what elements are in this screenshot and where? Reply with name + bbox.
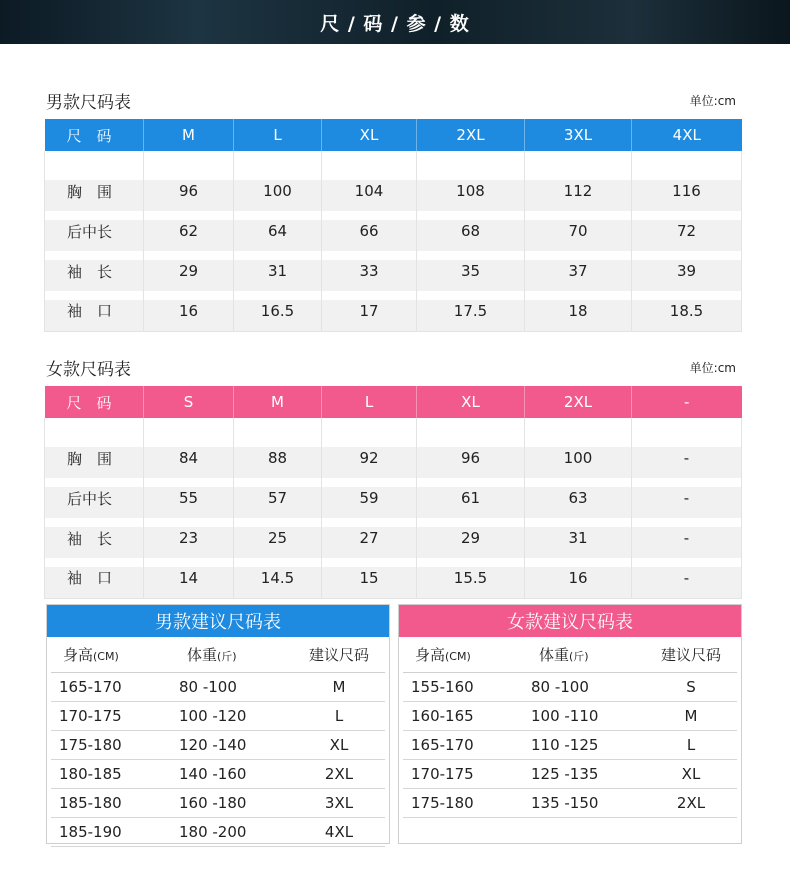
header-cell: 尺 码 [45, 119, 144, 151]
row-label: 袖 口 [45, 291, 144, 331]
height-value: 175-180 [411, 794, 474, 812]
men-rec-title: 男款建议尺码表 [47, 605, 389, 637]
row-label: 袖 口 [45, 558, 144, 598]
table-cell: 88 [234, 438, 322, 478]
size-banner [0, 0, 790, 44]
table-cell: 17.5 [417, 291, 525, 331]
row-label: 袖 长 [45, 251, 144, 291]
header-cell: XL [417, 386, 525, 418]
size-column-header: 建议尺码 [308, 646, 369, 664]
row-label: 后中长 [45, 211, 144, 251]
table-cell: 31 [234, 251, 322, 291]
list-item [51, 818, 385, 847]
table-cell: 29 [144, 251, 234, 291]
table-cell: 16 [525, 558, 632, 598]
weight-value: 100 -110 [531, 707, 599, 725]
table-cell: 15.5 [417, 558, 525, 598]
height-label: 身高 [415, 646, 446, 664]
women-unit-label: 单位:cm [689, 361, 736, 375]
men-size-chart-title: 男款尺码表 [46, 93, 131, 113]
women-rec-column-headers [403, 637, 737, 673]
table-cell: 96 [144, 171, 234, 211]
weight-value: 140 -160 [179, 765, 247, 783]
header-cell: L [322, 386, 417, 418]
height-value: 170-175 [59, 707, 122, 725]
weight-value: 110 -125 [531, 736, 599, 754]
header-cell: M [234, 386, 322, 418]
header-cell: 尺 码 [45, 386, 144, 418]
women-rec-title: 女款建议尺码表 [399, 605, 741, 637]
table-cell: 14 [144, 558, 234, 598]
table-cell: 37 [525, 251, 632, 291]
weight-value: 160 -180 [179, 794, 247, 812]
list-item [51, 789, 385, 818]
table-cell: 27 [322, 518, 417, 558]
table-cell: 112 [525, 171, 632, 211]
weight-value: 135 -150 [531, 794, 599, 812]
table-cell: 108 [417, 171, 525, 211]
height-label: 身高 [63, 646, 94, 664]
weight-value: 125 -135 [531, 765, 599, 783]
table-cell: 70 [525, 211, 632, 251]
height-value: 185-180 [59, 794, 122, 812]
header-cell: 4XL [632, 119, 742, 151]
table-cell: 31 [525, 518, 632, 558]
weight-column-header [173, 644, 293, 665]
men-rec-column-headers [51, 637, 385, 673]
height-value: 175-180 [59, 736, 122, 754]
height-value: 165-170 [411, 736, 474, 754]
table-cell: 35 [417, 251, 525, 291]
table-cell: 61 [417, 478, 525, 518]
header-cell: 2XL [525, 386, 632, 418]
men-size-table [44, 119, 742, 332]
weight-unit: (斤) [217, 650, 237, 663]
height-unit: (CM) [93, 650, 119, 663]
header-cell: - [632, 386, 742, 418]
women-size-header-row [45, 386, 742, 418]
table-cell: 64 [234, 211, 322, 251]
list-item [403, 673, 737, 702]
weight-value: 100 -120 [179, 707, 247, 725]
row-label: 袖 长 [45, 518, 144, 558]
table-cell: 16.5 [234, 291, 322, 331]
header-cell: XL [322, 119, 417, 151]
table-cell: 59 [322, 478, 417, 518]
height-unit: (CM) [445, 650, 471, 663]
table-row [45, 211, 742, 251]
size-value: M [332, 678, 346, 696]
women-size-table [44, 386, 742, 599]
table-cell: 25 [234, 518, 322, 558]
table-row [45, 438, 742, 478]
weight-value: 80 -100 [179, 678, 237, 696]
table-cell: - [632, 438, 742, 478]
banner-title: 尺 / 码 / 参 / 数 [320, 12, 470, 35]
table-cell: 66 [322, 211, 417, 251]
list-item [51, 731, 385, 760]
table-cell: 15 [322, 558, 417, 598]
size-value: 3XL [324, 794, 354, 812]
table-cell: 72 [632, 211, 742, 251]
table-cell: 100 [525, 438, 632, 478]
row-label: 胸 围 [45, 171, 144, 211]
row-label: 后中长 [45, 478, 144, 518]
size-value: XL [329, 736, 349, 754]
list-item [51, 760, 385, 789]
size-value: 2XL [324, 765, 354, 783]
table-cell: 92 [322, 438, 417, 478]
men-unit-label: 单位:cm [689, 94, 736, 108]
weight-label: 体重 [539, 646, 570, 664]
men-recommended-size-table [46, 604, 390, 844]
table-cell: 116 [632, 171, 742, 211]
header-cell: 2XL [417, 119, 525, 151]
table-row [45, 171, 742, 211]
height-value: 155-160 [411, 678, 474, 696]
size-column-header: 建议尺码 [660, 646, 721, 664]
table-cell: - [632, 558, 742, 598]
table-cell: 100 [234, 171, 322, 211]
spacer-row [45, 418, 742, 438]
size-value: L [686, 736, 696, 754]
table-cell: 23 [144, 518, 234, 558]
header-cell: L [234, 119, 322, 151]
height-value: 180-185 [59, 765, 122, 783]
table-cell: 104 [322, 171, 417, 211]
row-label: 胸 围 [45, 438, 144, 478]
men-size-header-row [45, 119, 742, 151]
weight-unit: (斤) [569, 650, 589, 663]
table-row [45, 478, 742, 518]
height-value: 160-165 [411, 707, 474, 725]
size-value: S [686, 678, 696, 696]
table-cell: 14.5 [234, 558, 322, 598]
weight-column-header [525, 644, 645, 665]
table-cell: 55 [144, 478, 234, 518]
table-cell: 84 [144, 438, 234, 478]
weight-label: 体重 [187, 646, 218, 664]
size-value: XL [681, 765, 701, 783]
table-cell: - [632, 478, 742, 518]
table-cell: 33 [322, 251, 417, 291]
table-row [45, 558, 742, 598]
table-cell: 63 [525, 478, 632, 518]
list-item [51, 702, 385, 731]
spacer-row [45, 151, 742, 171]
women-recommended-size-table [398, 604, 742, 844]
table-cell: 57 [234, 478, 322, 518]
table-cell: 39 [632, 251, 742, 291]
women-size-chart-title: 女款尺码表 [46, 360, 131, 380]
header-cell: 3XL [525, 119, 632, 151]
header-cell: M [144, 119, 234, 151]
weight-value: 120 -140 [179, 736, 247, 754]
table-cell: 68 [417, 211, 525, 251]
height-column-header [403, 644, 525, 665]
table-row [45, 291, 742, 331]
list-item [51, 673, 385, 702]
size-value: M [684, 707, 698, 725]
table-cell: 96 [417, 438, 525, 478]
empty-row [403, 818, 737, 847]
table-cell: - [632, 518, 742, 558]
table-row [45, 251, 742, 291]
list-item [403, 731, 737, 760]
table-cell: 29 [417, 518, 525, 558]
weight-value: 180 -200 [179, 823, 247, 841]
table-row [45, 518, 742, 558]
weight-value: 80 -100 [531, 678, 589, 696]
list-item [403, 760, 737, 789]
table-cell: 18.5 [632, 291, 742, 331]
table-cell: 18 [525, 291, 632, 331]
list-item [403, 789, 737, 818]
list-item [403, 702, 737, 731]
table-cell: 62 [144, 211, 234, 251]
size-value: L [334, 707, 344, 725]
height-column-header [51, 644, 173, 665]
height-value: 165-170 [59, 678, 122, 696]
header-cell: S [144, 386, 234, 418]
table-cell: 17 [322, 291, 417, 331]
size-value: 2XL [676, 794, 706, 812]
table-cell: 16 [144, 291, 234, 331]
size-value: 4XL [324, 823, 354, 841]
height-value: 170-175 [411, 765, 474, 783]
height-value: 185-190 [59, 823, 122, 841]
